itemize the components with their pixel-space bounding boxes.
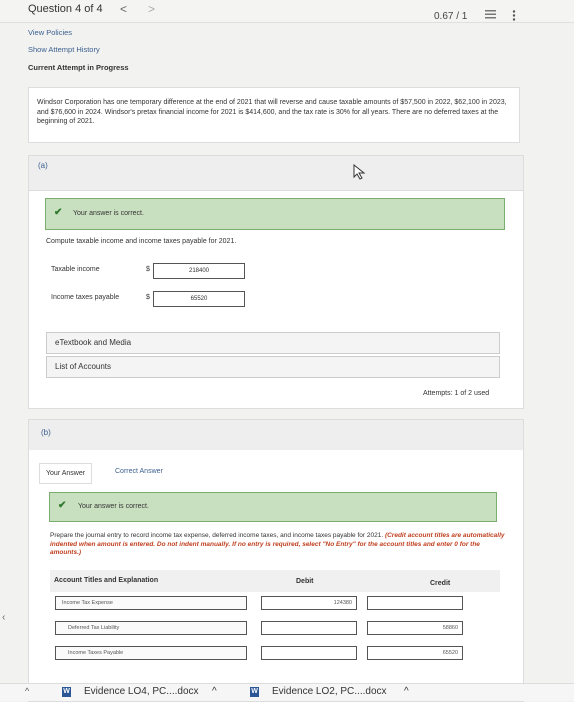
question-title: Question 4 of 4 [28, 3, 103, 15]
chevron-up-icon[interactable]: ^ [212, 686, 217, 697]
more-icon[interactable] [512, 10, 516, 24]
show-attempt-history-link[interactable]: Show Attempt History [28, 45, 100, 54]
debit-input[interactable] [261, 646, 357, 660]
mouse-cursor-icon [353, 164, 367, 180]
next-question-icon[interactable]: > [148, 2, 156, 16]
attempts-counter: Attempts: 1 of 2 used [423, 390, 490, 397]
download-file-1[interactable]: Evidence LO4, PC....docx [84, 686, 199, 697]
part-a-panel [28, 155, 524, 409]
column-account-titles: Account Titles and Explanation [54, 577, 159, 584]
credit-input[interactable]: 58860 [367, 621, 463, 635]
debit-input[interactable] [261, 621, 357, 635]
view-policies-link[interactable]: View Policies [28, 28, 73, 37]
currency-symbol: $ [146, 266, 150, 273]
part-a-label: (a) [38, 161, 48, 170]
chevron-up-icon[interactable]: ^ [404, 686, 409, 697]
income-taxes-payable-label: Income taxes payable [51, 294, 120, 301]
account-title-input[interactable]: Income Taxes Payable [55, 646, 247, 660]
part-b-label: (b) [41, 428, 51, 437]
previous-question-icon[interactable]: < [120, 2, 128, 16]
income-taxes-payable-input[interactable]: 65520 [153, 291, 245, 307]
part-a-correct-text: Your answer is correct. [73, 210, 144, 217]
part-b-instruction-text: Prepare the journal entry to record income tax expense, deferred income taxes, and income taxes payable for 2021. [50, 532, 385, 539]
checkmark-icon: ✔ [54, 207, 63, 218]
account-title-input[interactable]: Deferred Tax Liability [55, 621, 247, 635]
chevron-up-icon[interactable]: ^ [25, 686, 30, 696]
list-of-accounts-button[interactable]: List of Accounts [46, 356, 500, 378]
downloads-bar [0, 683, 574, 701]
part-b-correct-banner [49, 492, 497, 522]
part-a-correct-banner [45, 198, 505, 230]
problem-text: Windsor Corporation has one temporary difference at the end of 2021 that will reverse and cause taxable amounts of $57,500 in 2022, $62,100 in 2023, and $76,600 in 2024. Windsor's pretax financial income for 2021 is $414,600, and the tax rate is 30% for all years. There are no deferred taxes at the beginning of 2021. [37, 99, 507, 125]
word-document-icon: W [63, 688, 70, 695]
tab-correct-answer[interactable]: Correct Answer [115, 468, 163, 475]
column-debit: Debit [296, 578, 314, 585]
list-icon[interactable] [485, 10, 496, 22]
credit-input[interactable]: 65520 [367, 646, 463, 660]
etextbook-media-button[interactable]: eTextbook and Media [46, 332, 500, 354]
part-a-header [29, 156, 523, 191]
part-b-panel [28, 419, 524, 702]
debit-input[interactable]: 124380 [261, 596, 357, 610]
word-document-icon: W [251, 688, 258, 695]
currency-symbol: $ [146, 294, 150, 301]
account-title-input[interactable]: Income Tax Expense [55, 596, 247, 610]
taxable-income-input[interactable]: 218400 [153, 263, 245, 279]
part-b-header [29, 420, 523, 450]
side-scroll-arrow-icon[interactable]: ‹ [2, 612, 6, 623]
checkmark-icon: ✔ [58, 500, 67, 511]
score-display: 0.67 / 1 [434, 11, 468, 22]
part-b-correct-text: Your answer is correct. [78, 503, 149, 510]
credit-input[interactable] [367, 596, 463, 610]
part-b-instruction [50, 532, 510, 558]
part-b-instruction-note: (Credit account titles are automatically indented when amount is entered. Do not indent manually. If no entry is required, select "No Entry" for the account titles and enter 0 for the amounts.) [50, 532, 505, 556]
part-a-instruction: Compute taxable income and income taxes payable for 2021. [46, 238, 237, 245]
problem-statement [28, 87, 520, 143]
download-file-2[interactable]: Evidence LO2, PC....docx [272, 686, 387, 697]
tab-your-answer[interactable]: Your Answer [39, 463, 92, 484]
column-credit: Credit [430, 580, 451, 587]
taxable-income-label: Taxable income [51, 266, 100, 273]
current-attempt-label: Current Attempt in Progress [28, 63, 129, 72]
journal-table-header [50, 570, 500, 592]
